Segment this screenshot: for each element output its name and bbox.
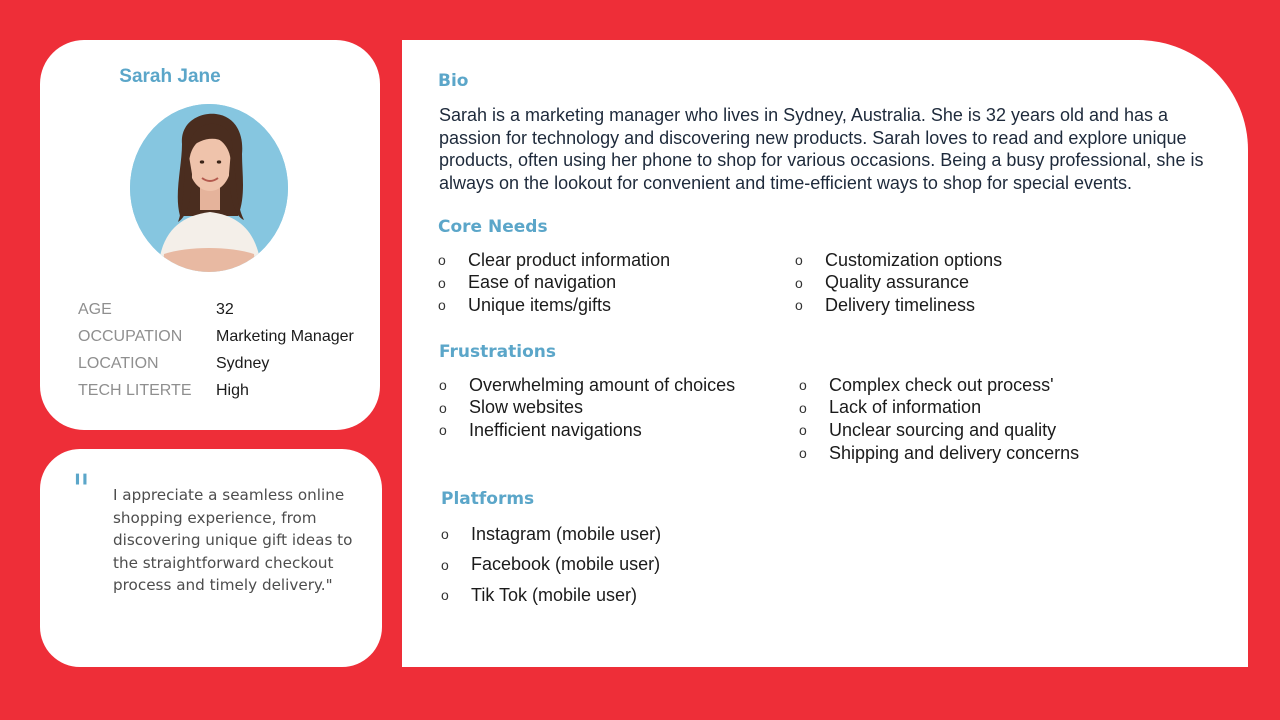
bullet-icon: o [795,252,803,269]
stat-row-age [78,296,354,323]
bullet-icon: o [795,297,803,314]
bullet-icon: o [438,252,446,269]
list-item [795,249,1002,272]
stat-value: 32 [216,300,234,318]
list-item-text: Inefficient navigations [469,419,642,440]
persona-name: Sarah Jane [119,66,221,87]
bio-heading: Bio [438,71,469,91]
list-item [439,374,735,397]
bullet-icon: o [438,297,446,314]
bullet-icon: o [439,399,447,416]
avatar-portrait-icon [130,104,288,272]
core-needs-heading: Core Needs [438,217,548,237]
stat-label: TECH LITERTE [78,381,192,399]
bullet-icon: o [439,377,447,394]
list-item-text: Facebook (mobile user) [471,554,661,575]
list-item-text: Customization options [825,249,1003,270]
bullet-icon: o [441,587,449,604]
list-item-text: Ease of navigation [468,272,617,293]
bullet-icon: o [439,422,447,439]
stat-label: AGE [78,300,112,318]
list-item [799,397,1079,420]
bullet-icon: o [441,556,449,573]
list-item-text: Slow websites [469,397,584,418]
bullet-icon: o [795,274,803,291]
list-item-text: Delivery timeliness [825,294,976,315]
bullet-icon: o [438,274,446,291]
list-item [799,442,1079,465]
bullet-icon: o [441,526,449,543]
platforms-list [441,519,661,611]
list-item [438,249,670,272]
platforms-heading: Platforms [441,489,535,509]
stat-value: High [216,381,249,399]
stat-label: LOCATION [78,354,159,372]
stat-value: Sydney [216,354,270,372]
stat-label: OCCUPATION [78,327,183,345]
bullet-icon: o [799,445,807,462]
list-item [441,580,661,611]
core-needs-list-left [438,249,670,317]
list-item [438,294,670,317]
list-item [799,419,1079,442]
bullet-icon: o [799,422,807,439]
bullet-icon: o [799,399,807,416]
avatar [130,104,288,272]
list-item-text: Overwhelming amount of choices [469,374,736,395]
list-item-text: Unclear sourcing and quality [829,419,1057,440]
frustrations-heading: Frustrations [439,342,556,362]
frustrations-list-right [799,374,1079,464]
list-item-text: Complex check out process' [829,374,1054,395]
stat-row-occupation [78,323,354,350]
list-item-text: Instagram (mobile user) [471,523,662,544]
list-item [795,272,1002,295]
list-item [795,294,1002,317]
list-item-text: Unique items/gifts [468,294,612,315]
stat-row-tech-literacy [78,377,354,404]
list-item [441,550,661,581]
list-item-text: Clear product information [468,249,671,270]
stat-row-location [78,350,354,377]
list-item [441,519,661,550]
quote-mark-icon: " [72,467,91,513]
persona-stats [78,296,354,404]
list-item-text: Tik Tok (mobile user) [471,584,638,605]
list-item [438,272,670,295]
bullet-icon: o [799,377,807,394]
list-item [439,419,735,442]
stat-value: Marketing Manager [216,327,354,345]
list-item-text: Lack of information [829,397,982,418]
quote-text: I appreciate a seamless online shopping experience, from discovering unique gift ideas to the straightforward checkout process and timely delivery." [113,486,353,595]
core-needs-list-right [795,249,1002,317]
list-item [439,397,735,420]
list-item-text: Quality assurance [825,272,970,293]
frustrations-list-left [439,374,735,442]
list-item [799,374,1079,397]
bio-text: Sarah is a marketing manager who lives in Sydney, Australia. She is 32 years old and has a passion for technology and discovering new products. Sarah loves to read and explore unique products, often using her phone to shop for various occasions. Being a busy professional, she is always on the lookout for convenient and time-efficient ways to shop for special events. [439,105,1204,193]
list-item-text: Shipping and delivery concerns [829,442,1080,463]
